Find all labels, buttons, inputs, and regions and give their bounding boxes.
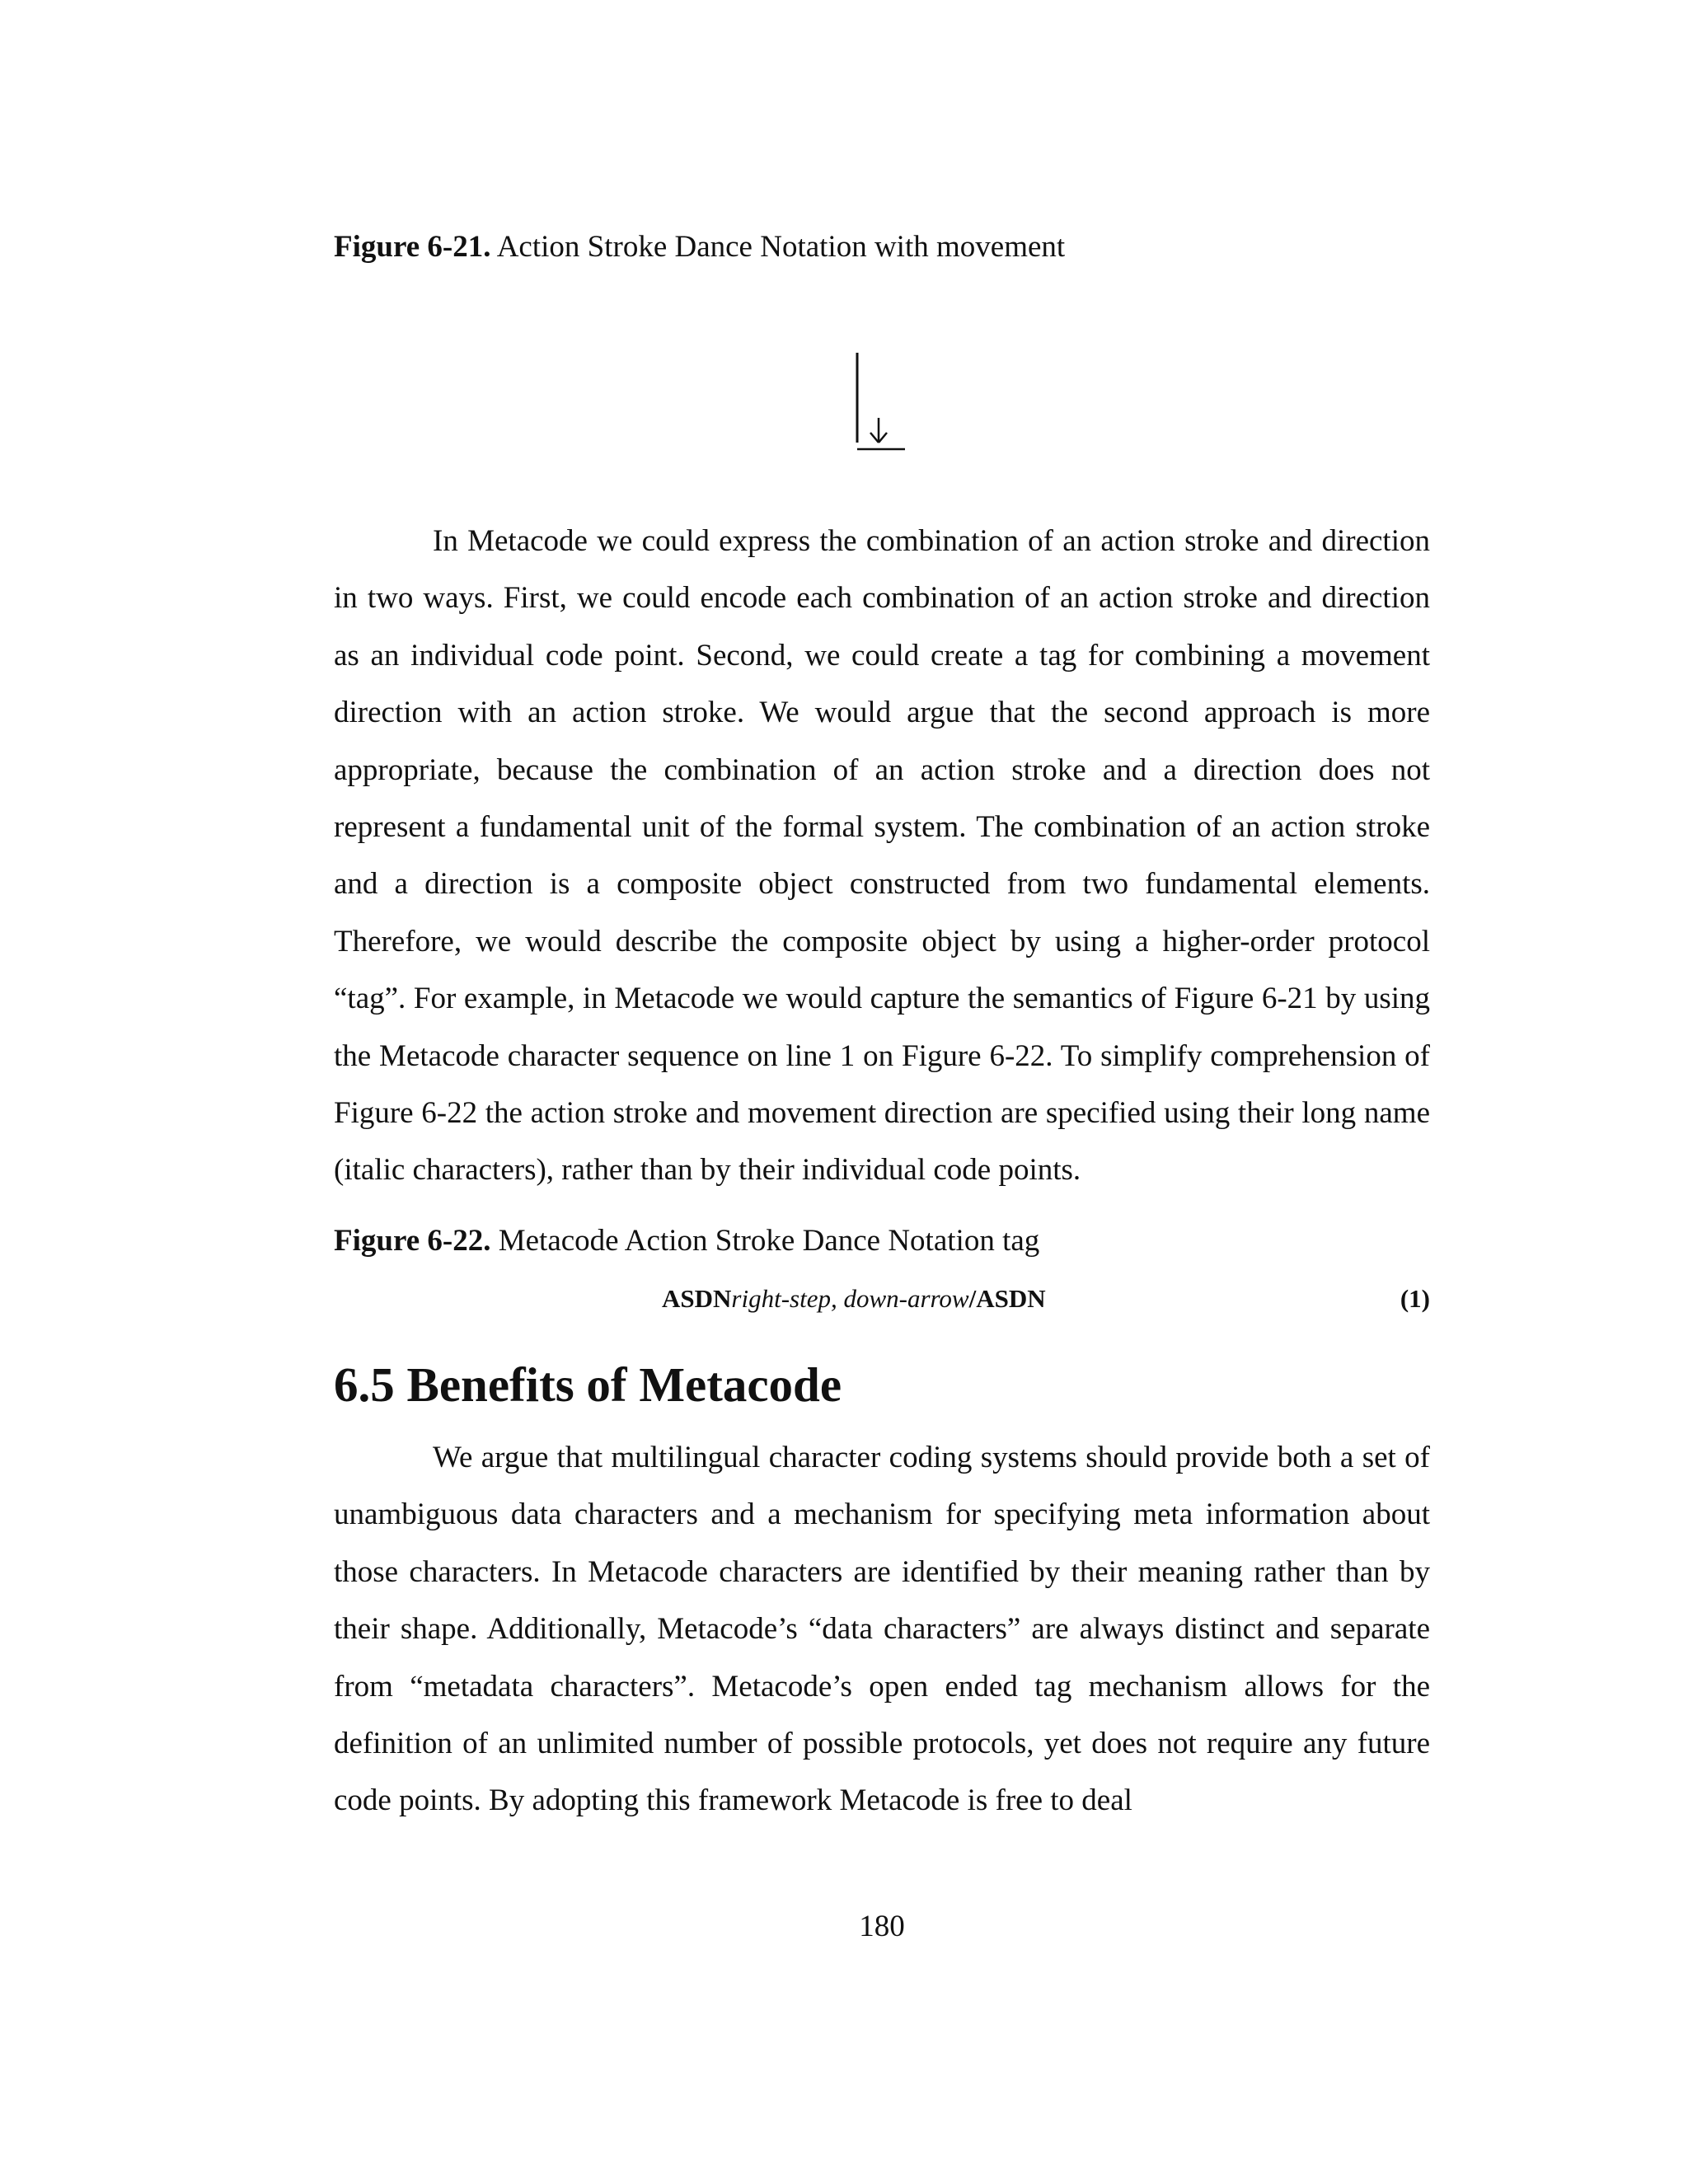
figure-title: Action Stroke Dance Notation with movement (496, 230, 1066, 264)
body-paragraph-1: In Metacode we could express the combination of an action stroke and direction in two ways. First, we could encode each combination of an action stroke and direction as an individual code point. Second, we could create a tag for combining a movement direction with an action stroke. We would argue that the second approach is more appropriate, because the combination of an action stroke and a direction does not represent a fundamental unit of the formal system. The combination of an action stroke and a direction is a composite object constructed from two fundamental elements. Therefore, we would describe the composite object by using a higher-order protocol “tag”. For example, in Metacode we would capture the semantics of Figure 6-21 by using the Metacode character sequence on line 1 on Figure 6-22. To simplify comprehension of Figure 6-22 the action stroke and movement direction are specified using their long name (italic characters), rather than by their individual code points. (334, 524, 1430, 1188)
close-tag: /ASDN (968, 1284, 1046, 1313)
down-arrow-icon (870, 418, 887, 443)
figure-title: Metacode Action Stroke Dance Notation tag (498, 1224, 1040, 1258)
line-number: (1) (1400, 1284, 1430, 1313)
body-paragraph-2: We argue that multilingual character coding systems should provide both a set of unambiguous data characters and a mechanism for specifying meta information about those characters. In Metacode characters are identified by their meaning rather than by their shape. Additionally, Metacode’s “data characters” are always distinct and separate from “metadata characters”. Metacode’s open ended tag mechanism allows for the definition of an unlimited number of possible protocols, yet does not require any future code points. By adopting this framework Metacode is free to deal (334, 1441, 1430, 1818)
page-number: 180 (859, 1910, 905, 1943)
figure-6-21-caption (334, 227, 1065, 267)
metacode-sequence-line (334, 1279, 1430, 1319)
document-page (334, 0, 1430, 2184)
metacode-sequence (662, 1279, 1046, 1319)
section-heading: 6.5 Benefits of Metacode (334, 1357, 842, 1412)
figure-6-22-caption (334, 1221, 1039, 1261)
open-tag: ASDN (662, 1284, 732, 1313)
tag-content: right-step, down-arrow (731, 1284, 969, 1313)
figure-number: Figure 6-22. (334, 1224, 491, 1258)
dance-notation-figure (849, 350, 915, 462)
figure-number: Figure 6-21. (334, 230, 491, 264)
